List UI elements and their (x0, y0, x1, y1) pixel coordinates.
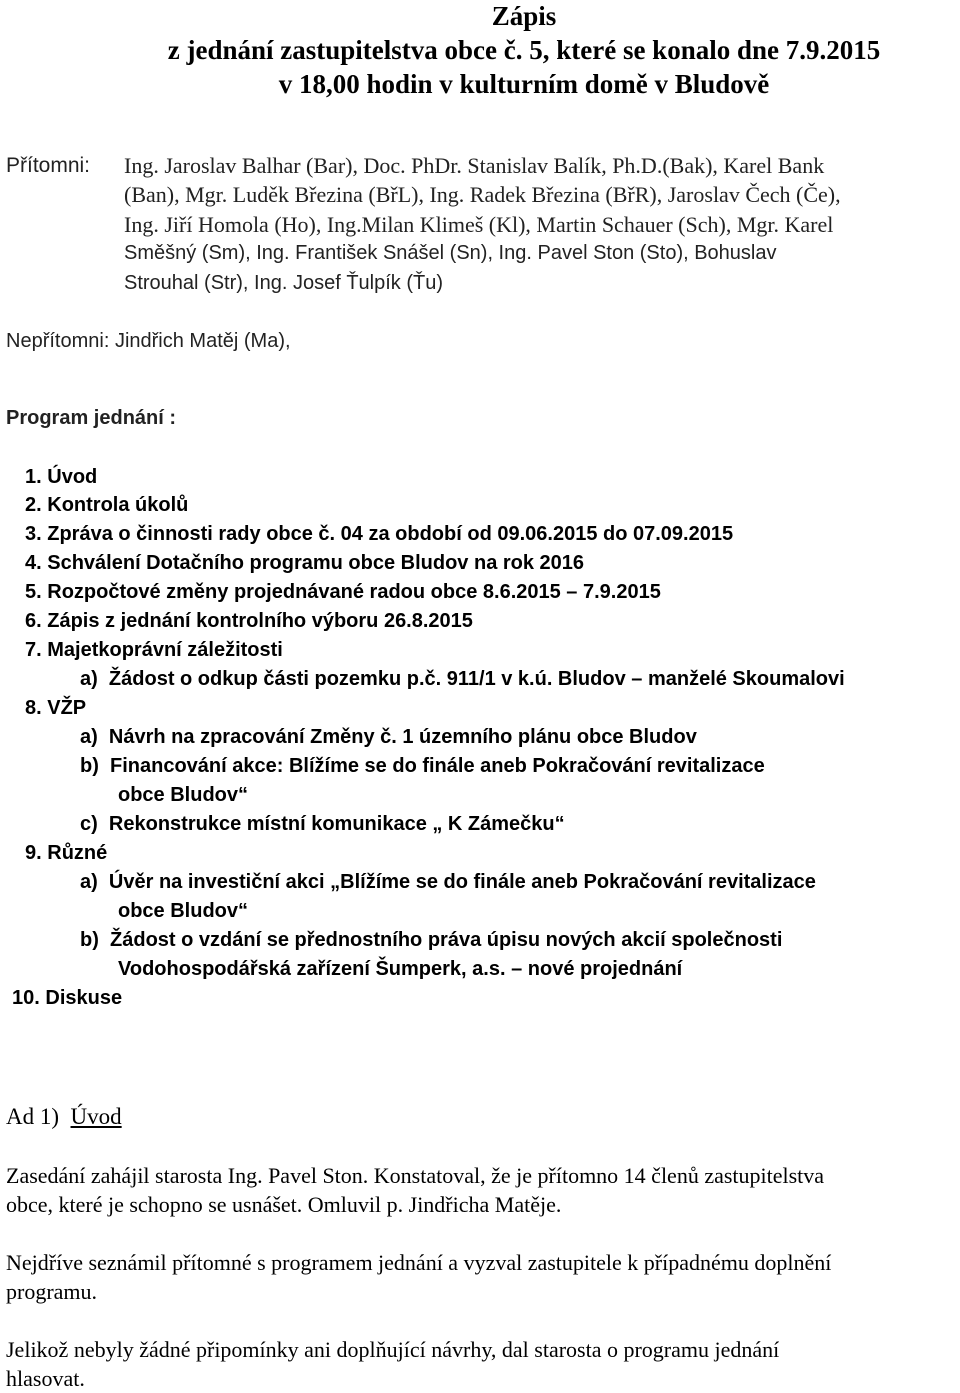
item-text: Kontrola úkolů (47, 494, 189, 516)
section-heading (6, 1104, 122, 1130)
item-num: b) (80, 755, 99, 777)
program-item-8b-cont (118, 784, 248, 807)
program-item-8c (80, 813, 565, 836)
item-num: 10. (12, 987, 40, 1009)
paragraph-2-line-2: programu. (6, 1279, 98, 1304)
present-line-3: Ing. Jiří Homola (Ho), Ing.Milan Klimeš (Kl), Martin Schauer (Sch), Mgr. Karel (124, 212, 834, 237)
item-num: 2. (25, 494, 42, 516)
item-text: Žádost o odkup části pozemku p.č. 911/1 v k.ú. Bludov – manželé Skoumalovi (108, 668, 845, 690)
item-num: a) (80, 668, 98, 690)
program-item-9a-cont (118, 900, 248, 923)
item-num: 8. (25, 697, 42, 719)
item-text: Úvod (47, 466, 98, 488)
paragraph-3-line-1: Jelikož nebyly žádné připomínky ani doplňující návrhy, dal starosta o programu jednání (6, 1337, 780, 1362)
program-item-7 (25, 639, 283, 662)
item-text: Zápis z jednání kontrolního výboru 26.8.2015 (47, 610, 473, 632)
item-num: 9. (25, 842, 42, 864)
item-text: Rekonstrukce místní komunikace „ K Zámečku“ (108, 813, 565, 835)
section-prefix: Ad 1) (6, 1104, 60, 1129)
item-num: 3. (25, 523, 42, 545)
item-text: Návrh na zpracování Změny č. 1 územního plánu obce Bludov (108, 726, 697, 748)
program-item-8a (80, 726, 697, 749)
item-text: VŽP (47, 697, 87, 719)
item-text: Zpráva o činnosti rady obce č. 04 za období od 09.06.2015 do 07.09.2015 (47, 523, 734, 545)
title-line-3: v 18,00 hodin v kulturním domě v Bludově (278, 69, 770, 99)
present-label: Přítomni: (6, 154, 91, 177)
program-heading: Program jednání : (6, 407, 177, 429)
item-text: obce Bludov“ (118, 900, 249, 922)
paragraph-1-line-1: Zasedání zahájil starosta Ing. Pavel Ston. Konstatoval, že je přítomno 14 členů zastupitelstva (6, 1163, 825, 1188)
paragraph-1-line-2: obce, které je schopno se usnášet. Omluvil p. Jindřicha Matěje. (6, 1192, 562, 1217)
document-title: Zápis (491, 1, 557, 31)
program-item-8b (80, 755, 765, 778)
program-item-1 (25, 466, 97, 489)
item-text: Majetkoprávní záležitosti (47, 639, 283, 661)
program-item-6 (25, 610, 473, 633)
item-num: b) (80, 929, 99, 951)
item-text: Rozpočtové změny projednávané radou obce 8.6.2015 – 7.9.2015 (47, 581, 661, 603)
item-num: 4. (25, 552, 42, 574)
item-num: 1. (25, 466, 42, 488)
item-num: 5. (25, 581, 42, 603)
program-item-10 (12, 987, 122, 1010)
program-item-8 (25, 697, 86, 720)
present-line-4: Směšný (Sm), Ing. František Snášel (Sn), Ing. Pavel Ston (Sto), Bohuslav (124, 242, 777, 264)
present-line-5: Strouhal (Str), Ing. Josef Ťulpík (Ťu) (124, 272, 443, 294)
item-num: c) (80, 813, 98, 835)
absent-value: Jindřich Matěj (Ma), (114, 330, 291, 352)
program-item-2 (25, 494, 188, 517)
program-item-9b-cont (118, 958, 682, 981)
present-line-2: (Ban), Mgr. Luděk Březina (BřL), Ing. Radek Březina (BřR), Jaroslav Čech (Če), (124, 182, 841, 207)
item-num: 7. (25, 639, 42, 661)
program-item-9 (25, 842, 107, 865)
item-num: a) (80, 726, 98, 748)
item-text: Financování akce: Blížíme se do finále aneb Pokračování revitalizace (110, 755, 765, 777)
item-text: obce Bludov“ (118, 784, 249, 806)
item-text: Diskuse (45, 987, 123, 1009)
program-item-5 (25, 581, 661, 604)
item-num: 6. (25, 610, 42, 632)
section-title: Úvod (70, 1104, 122, 1129)
title-line-2: z jednání zastupitelstva obce č. 5, které se konalo dne 7.9.2015 (167, 35, 881, 65)
present-line-1: Ing. Jaroslav Balhar (Bar), Doc. PhDr. Stanislav Balík, Ph.D.(Bak), Karel Bank (124, 153, 825, 178)
program-item-3 (25, 523, 733, 546)
item-text: Úvěr na investiční akci „Blížíme se do finále aneb Pokračování revitalizace (108, 871, 816, 893)
item-text: Různé (47, 842, 108, 864)
program-item-7a (80, 668, 845, 691)
absent-row (6, 330, 291, 353)
item-text: Schválení Dotačního programu obce Bludov na rok 2016 (47, 552, 585, 574)
program-item-4 (25, 552, 584, 575)
paragraph-3-line-2: hlasovat. (6, 1366, 85, 1391)
paragraph-2-line-1: Nejdříve seznámil přítomné s programem jednání a vyzval zastupitele k případnému doplnění (6, 1250, 832, 1275)
absent-label: Nepřítomni: (6, 330, 110, 352)
program-item-9b (80, 929, 782, 952)
item-text: Vodohospodářská zařízení Šumperk, a.s. – nové projednání (118, 958, 683, 980)
item-text: Žádost o vzdání se přednostního práva úpisu nových akcií společnosti (110, 929, 783, 951)
item-num: a) (80, 871, 98, 893)
program-item-9a (80, 871, 816, 894)
